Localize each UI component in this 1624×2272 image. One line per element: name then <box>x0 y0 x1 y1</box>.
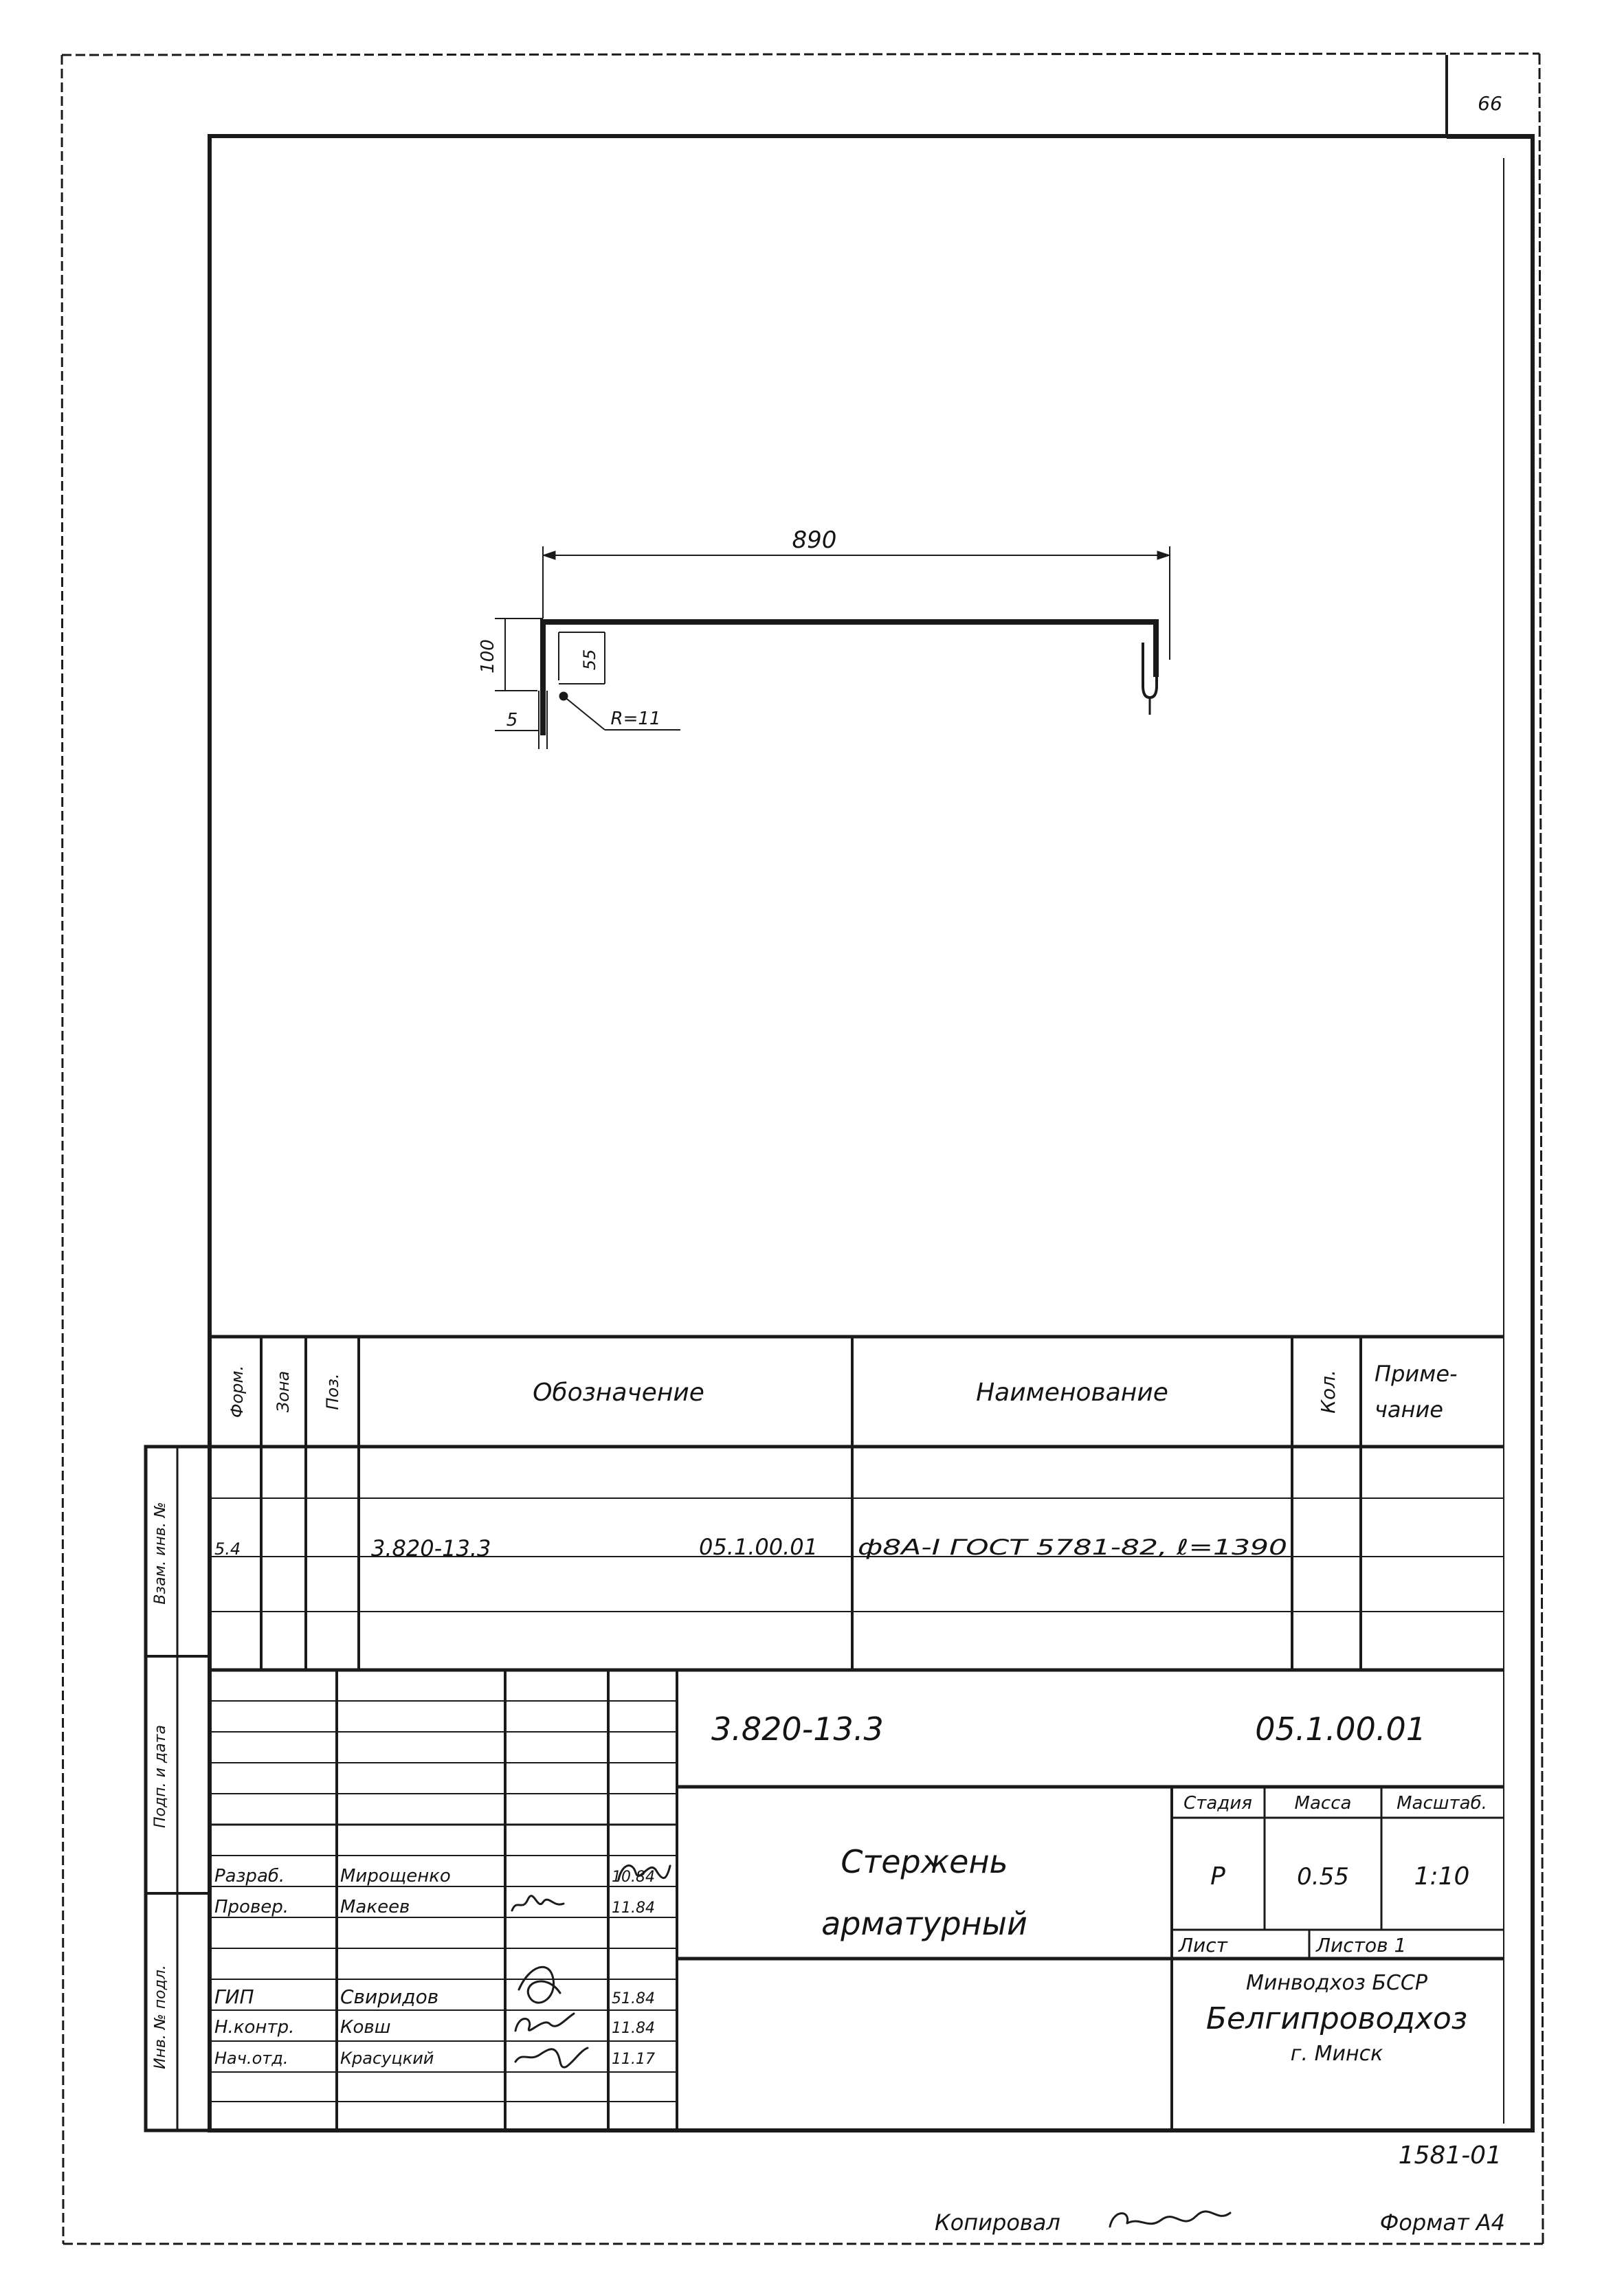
staff-role-6: Нач.отд. <box>214 2049 289 2068</box>
title-doc-number: 3.820-13.3 <box>711 1711 884 1748</box>
spec-row-designation-doc: 3.820-13.3 <box>371 1535 491 1561</box>
spec-row-format: 5.4 <box>214 1539 241 1559</box>
org-line-1: Минводхоз БССР <box>1246 1971 1427 1995</box>
title-doc-code: 05.1.00.01 <box>1255 1711 1426 1748</box>
staff-date-1: 10.84 <box>612 1869 655 1886</box>
scale-value: 1:10 <box>1414 1862 1470 1891</box>
staff-signature-2 <box>512 1896 564 1911</box>
spec-header-zone: Зона <box>274 1370 293 1413</box>
spec-header-note-2: чание <box>1375 1396 1443 1423</box>
dim-gap: 5 <box>506 710 518 731</box>
page-number: 66 <box>1478 92 1502 115</box>
staff-signature-4 <box>519 1967 560 2003</box>
staff-date-4: 51.84 <box>612 1990 655 2007</box>
org-line-3: г. Минск <box>1290 2042 1383 2066</box>
stage-value: Р <box>1210 1862 1225 1891</box>
staff-name-6: Красуцкий <box>340 2049 434 2068</box>
spec-header-pos: Поз. <box>323 1373 342 1410</box>
scale-label: Масштаб. <box>1397 1793 1487 1814</box>
side-label-inv-no-orig: Инв. № подл. <box>152 1965 169 2069</box>
sheets-label: Листов 1 <box>1316 1934 1407 1957</box>
dim-radius: R=11 <box>610 709 661 729</box>
rebar-drawing <box>495 546 1170 749</box>
staff-role-1: Разраб. <box>214 1866 285 1886</box>
staff-name-1: Мирощенко <box>340 1866 451 1886</box>
title-line-1: Стержень <box>841 1843 1008 1880</box>
dim-inner: 55 <box>580 649 599 671</box>
spec-header-qty: Кол. <box>1317 1370 1339 1414</box>
dim-height: 100 <box>478 639 498 673</box>
copy-number: 1581-01 <box>1398 2141 1502 2170</box>
staff-name-5: Ковш <box>340 2017 391 2038</box>
org-line-2: Белгипроводхоз <box>1205 2001 1468 2036</box>
mass-label: Масса <box>1294 1793 1352 1814</box>
copied-by-label: Копировал <box>935 2209 1060 2236</box>
spec-header-format: Форм. <box>227 1365 247 1418</box>
spec-header-note-1: Приме- <box>1375 1361 1458 1387</box>
staff-date-5: 11.84 <box>612 2020 655 2037</box>
staff-role-2: Провер. <box>214 1897 289 1917</box>
staff-name-2: Макеев <box>340 1897 410 1917</box>
spec-row-designation-code: 05.1.00.01 <box>698 1534 818 1560</box>
staff-name-4: Свиридов <box>340 1985 439 2008</box>
staff-role-4: ГИП <box>214 1985 254 2008</box>
format-label: Формат А4 <box>1379 2209 1505 2236</box>
staff-role-5: Н.контр. <box>214 2017 295 2038</box>
stage-label: Стадия <box>1183 1793 1252 1814</box>
staff-signature-6 <box>515 2048 588 2067</box>
spec-header-name: Наименование <box>976 1379 1168 1407</box>
spec-header-designation: Обозначение <box>533 1379 704 1407</box>
title-line-2: арматурный <box>821 1905 1027 1942</box>
sheet-label: Лист <box>1179 1934 1227 1957</box>
mass-value: 0.55 <box>1297 1863 1349 1891</box>
spec-table <box>210 1337 1504 1670</box>
side-label-replaced-inv: Взам. инв. № <box>152 1502 169 1605</box>
staff-signature-5 <box>515 2014 574 2031</box>
staff-date-6: 11.17 <box>612 2051 655 2068</box>
spec-row-name: ф8А-I ГОСТ 5781-82, ℓ=1390 <box>858 1535 1287 1560</box>
side-label-sign-date: Подп. и дата <box>152 1725 169 1828</box>
dim-length: 890 <box>792 526 837 554</box>
copied-by-signature <box>1110 2212 1230 2227</box>
staff-date-2: 11.84 <box>612 1900 655 1917</box>
